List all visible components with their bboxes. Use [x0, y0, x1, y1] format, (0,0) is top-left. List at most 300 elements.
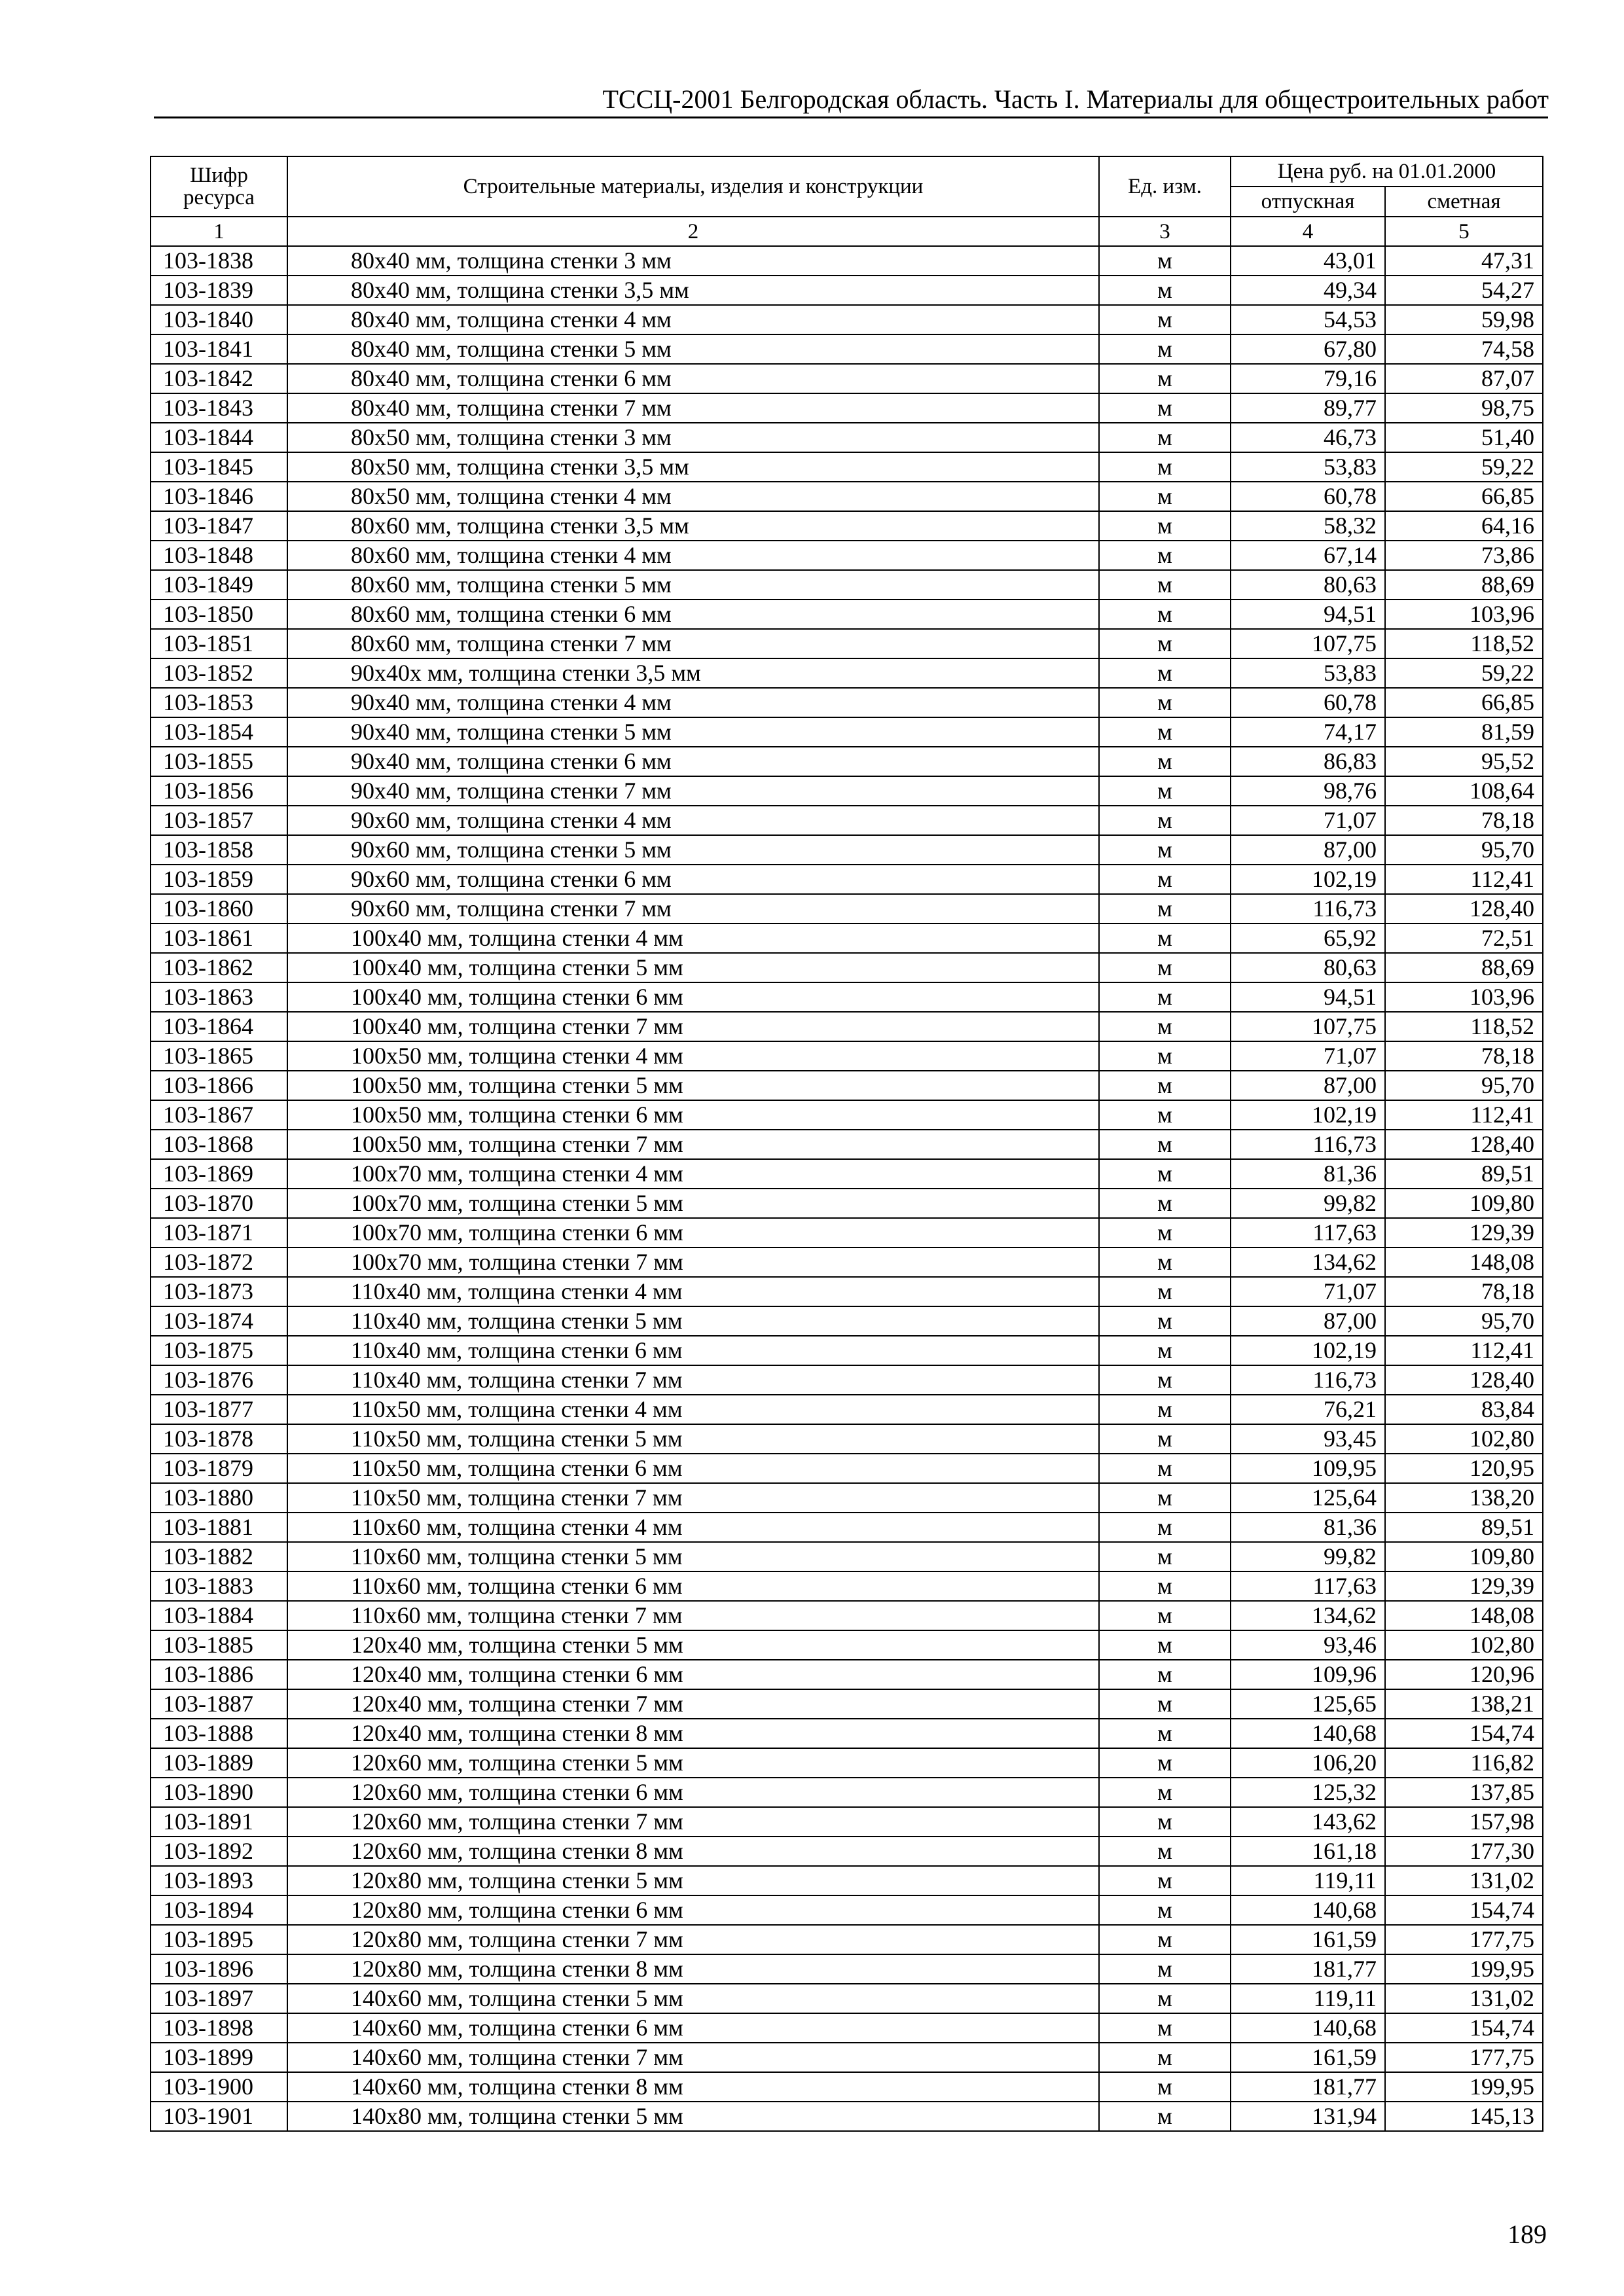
estimate-price-cell: 89,51	[1385, 1159, 1543, 1189]
release-price-cell: 125,65	[1231, 1689, 1385, 1719]
material-name-cell: 80х40 мм, толщина стенки 4 мм	[287, 305, 1099, 334]
unit-cell: м	[1099, 364, 1231, 393]
estimate-price-cell: 131,02	[1385, 1866, 1543, 1895]
material-name-cell: 120х40 мм, толщина стенки 5 мм	[287, 1630, 1099, 1660]
release-price-cell: 60,78	[1231, 688, 1385, 717]
release-price-cell: 49,34	[1231, 276, 1385, 305]
release-price-cell: 79,16	[1231, 364, 1385, 393]
material-name-cell: 100х40 мм, толщина стенки 5 мм	[287, 953, 1099, 982]
table-row	[151, 1012, 1543, 1041]
release-price-cell: 67,14	[1231, 541, 1385, 570]
material-name-cell: 90х60 мм, толщина стенки 6 мм	[287, 865, 1099, 894]
release-price-cell: 46,73	[1231, 423, 1385, 452]
resource-code-cell: 103-1882	[151, 1542, 287, 1571]
material-name-cell: 120х40 мм, толщина стенки 6 мм	[287, 1660, 1099, 1689]
table-row	[151, 1630, 1543, 1660]
release-price-cell: 134,62	[1231, 1601, 1385, 1630]
estimate-price-cell: 131,02	[1385, 1984, 1543, 2013]
table-row	[151, 334, 1543, 364]
material-name-cell: 120х60 мм, толщина стенки 7 мм	[287, 1807, 1099, 1837]
resource-code-cell: 103-1864	[151, 1012, 287, 1041]
release-price-cell: 161,18	[1231, 1837, 1385, 1866]
estimate-price-cell: 177,30	[1385, 1837, 1543, 1866]
material-name-cell: 100х40 мм, толщина стенки 6 мм	[287, 982, 1099, 1012]
estimate-price-cell: 51,40	[1385, 423, 1543, 452]
material-name-cell: 80х60 мм, толщина стенки 4 мм	[287, 541, 1099, 570]
material-name-cell: 110х50 мм, толщина стенки 4 мм	[287, 1395, 1099, 1424]
table-row	[151, 629, 1543, 658]
table-row	[151, 1660, 1543, 1689]
resource-code-cell: 103-1879	[151, 1454, 287, 1483]
table-row	[151, 1218, 1543, 1247]
unit-cell: м	[1099, 1689, 1231, 1719]
table-row	[151, 2043, 1543, 2072]
unit-cell: м	[1099, 1336, 1231, 1365]
table-row	[151, 541, 1543, 570]
material-name-cell: 80х60 мм, толщина стенки 6 мм	[287, 600, 1099, 629]
column-number: 4	[1231, 217, 1385, 246]
resource-code-cell: 103-1898	[151, 2013, 287, 2043]
estimate-price-cell: 109,80	[1385, 1542, 1543, 1571]
table-row	[151, 1395, 1543, 1424]
estimate-price-cell: 73,86	[1385, 541, 1543, 570]
estimate-price-cell: 95,70	[1385, 835, 1543, 865]
table-row	[151, 2102, 1543, 2131]
estimate-price-cell: 59,22	[1385, 452, 1543, 482]
estimate-price-cell: 154,74	[1385, 1719, 1543, 1748]
unit-cell: м	[1099, 1660, 1231, 1689]
material-name-cell: 110х60 мм, толщина стенки 4 мм	[287, 1513, 1099, 1542]
resource-code-cell: 103-1867	[151, 1100, 287, 1130]
material-name-cell: 90х40 мм, толщина стенки 6 мм	[287, 747, 1099, 776]
resource-code-cell: 103-1844	[151, 423, 287, 452]
estimate-price-cell: 95,70	[1385, 1071, 1543, 1100]
table-row	[151, 246, 1543, 276]
resource-code-cell: 103-1860	[151, 894, 287, 924]
unit-cell: м	[1099, 1984, 1231, 2013]
estimate-price-cell: 148,08	[1385, 1247, 1543, 1277]
unit-cell: м	[1099, 2102, 1231, 2131]
release-price-cell: 119,11	[1231, 1866, 1385, 1895]
estimate-price-cell: 78,18	[1385, 1277, 1543, 1306]
release-price-cell: 117,63	[1231, 1571, 1385, 1601]
resource-code-cell: 103-1854	[151, 717, 287, 747]
material-name-cell: 100х70 мм, толщина стенки 5 мм	[287, 1189, 1099, 1218]
release-price-cell: 80,63	[1231, 953, 1385, 982]
estimate-price-cell: 148,08	[1385, 1601, 1543, 1630]
column-number: 1	[151, 217, 287, 246]
unit-cell: м	[1099, 482, 1231, 511]
resource-code-cell: 103-1878	[151, 1424, 287, 1454]
table-row	[151, 1925, 1543, 1954]
material-name-cell: 100х50 мм, толщина стенки 7 мм	[287, 1130, 1099, 1159]
material-name-cell: 100х50 мм, толщина стенки 4 мм	[287, 1041, 1099, 1071]
release-price-cell: 107,75	[1231, 1012, 1385, 1041]
resource-code-cell: 103-1857	[151, 806, 287, 835]
release-price-cell: 54,53	[1231, 305, 1385, 334]
table-row	[151, 1454, 1543, 1483]
resource-code-cell: 103-1889	[151, 1748, 287, 1778]
table-row	[151, 1866, 1543, 1895]
unit-cell: м	[1099, 1218, 1231, 1247]
table-row	[151, 1748, 1543, 1778]
table-row	[151, 717, 1543, 747]
column-number: 3	[1099, 217, 1231, 246]
table-row	[151, 1895, 1543, 1925]
table-row	[151, 1542, 1543, 1571]
estimate-price-cell: 98,75	[1385, 393, 1543, 423]
estimate-price-cell: 108,64	[1385, 776, 1543, 806]
header-release-price: отпускная	[1231, 187, 1385, 217]
estimate-price-cell: 102,80	[1385, 1424, 1543, 1454]
release-price-cell: 181,77	[1231, 1954, 1385, 1984]
resource-code-cell: 103-1899	[151, 2043, 287, 2072]
release-price-cell: 106,20	[1231, 1748, 1385, 1778]
unit-cell: м	[1099, 276, 1231, 305]
table-body	[151, 246, 1543, 2131]
table-row	[151, 1071, 1543, 1100]
estimate-price-cell: 102,80	[1385, 1630, 1543, 1660]
resource-code-cell: 103-1862	[151, 953, 287, 982]
resource-code-cell: 103-1877	[151, 1395, 287, 1424]
estimate-price-cell: 72,51	[1385, 924, 1543, 953]
release-price-cell: 80,63	[1231, 570, 1385, 600]
header-name: Строительные материалы, изделия и конструкции	[287, 156, 1099, 217]
estimate-price-cell: 199,95	[1385, 1954, 1543, 1984]
table-row	[151, 1306, 1543, 1336]
column-number: 2	[287, 217, 1099, 246]
table-row	[151, 570, 1543, 600]
unit-cell: м	[1099, 1159, 1231, 1189]
resource-code-cell: 103-1891	[151, 1807, 287, 1837]
unit-cell: м	[1099, 541, 1231, 570]
unit-cell: м	[1099, 658, 1231, 688]
resource-code-cell: 103-1888	[151, 1719, 287, 1748]
estimate-price-cell: 88,69	[1385, 953, 1543, 982]
unit-cell: м	[1099, 305, 1231, 334]
table-row	[151, 924, 1543, 953]
unit-cell: м	[1099, 924, 1231, 953]
table-row	[151, 2072, 1543, 2102]
resource-code-cell: 103-1873	[151, 1277, 287, 1306]
unit-cell: м	[1099, 776, 1231, 806]
release-price-cell: 117,63	[1231, 1218, 1385, 1247]
header-estimate-price: сметная	[1385, 187, 1543, 217]
release-price-cell: 93,45	[1231, 1424, 1385, 1454]
material-name-cell: 80х50 мм, толщина стенки 3 мм	[287, 423, 1099, 452]
estimate-price-cell: 128,40	[1385, 1130, 1543, 1159]
estimate-price-cell: 78,18	[1385, 806, 1543, 835]
material-name-cell: 110х50 мм, толщина стенки 7 мм	[287, 1483, 1099, 1513]
material-name-cell: 80х40 мм, толщина стенки 3 мм	[287, 246, 1099, 276]
estimate-price-cell: 138,20	[1385, 1483, 1543, 1513]
material-name-cell: 100х70 мм, толщина стенки 6 мм	[287, 1218, 1099, 1247]
resource-code-cell: 103-1848	[151, 541, 287, 570]
material-name-cell: 120х80 мм, толщина стенки 5 мм	[287, 1866, 1099, 1895]
table-row	[151, 1984, 1543, 2013]
estimate-price-cell: 54,27	[1385, 276, 1543, 305]
table-row	[151, 393, 1543, 423]
material-name-cell: 90х40 мм, толщина стенки 5 мм	[287, 717, 1099, 747]
resource-code-cell: 103-1894	[151, 1895, 287, 1925]
material-name-cell: 80х60 мм, толщина стенки 7 мм	[287, 629, 1099, 658]
material-name-cell: 120х60 мм, толщина стенки 5 мм	[287, 1748, 1099, 1778]
resource-code-cell: 103-1842	[151, 364, 287, 393]
release-price-cell: 102,19	[1231, 865, 1385, 894]
unit-cell: м	[1099, 1837, 1231, 1866]
estimate-price-cell: 120,96	[1385, 1660, 1543, 1689]
resource-code-cell: 103-1887	[151, 1689, 287, 1719]
table-row	[151, 1513, 1543, 1542]
table-row	[151, 1336, 1543, 1365]
unit-cell: м	[1099, 570, 1231, 600]
price-table-container	[150, 156, 1542, 2132]
estimate-price-cell: 128,40	[1385, 894, 1543, 924]
resource-code-cell: 103-1897	[151, 1984, 287, 2013]
resource-code-cell: 103-1851	[151, 629, 287, 658]
material-name-cell: 100х70 мм, толщина стенки 4 мм	[287, 1159, 1099, 1189]
material-name-cell: 80х60 мм, толщина стенки 3,5 мм	[287, 511, 1099, 541]
material-name-cell: 120х40 мм, толщина стенки 8 мм	[287, 1719, 1099, 1748]
unit-cell: м	[1099, 423, 1231, 452]
release-price-cell: 116,73	[1231, 1365, 1385, 1395]
unit-cell: м	[1099, 835, 1231, 865]
table-row	[151, 1601, 1543, 1630]
table-row	[151, 1130, 1543, 1159]
release-price-cell: 131,94	[1231, 2102, 1385, 2131]
material-name-cell: 80х40 мм, толщина стенки 7 мм	[287, 393, 1099, 423]
resource-code-cell: 103-1885	[151, 1630, 287, 1660]
estimate-price-cell: 118,52	[1385, 1012, 1543, 1041]
unit-cell: м	[1099, 1365, 1231, 1395]
resource-code-cell: 103-1901	[151, 2102, 287, 2131]
unit-cell: м	[1099, 246, 1231, 276]
release-price-cell: 74,17	[1231, 717, 1385, 747]
release-price-cell: 109,96	[1231, 1660, 1385, 1689]
resource-code-cell: 103-1872	[151, 1247, 287, 1277]
material-name-cell: 90х40 мм, толщина стенки 7 мм	[287, 776, 1099, 806]
unit-cell: м	[1099, 1041, 1231, 1071]
release-price-cell: 140,68	[1231, 1895, 1385, 1925]
material-name-cell: 140х60 мм, толщина стенки 5 мм	[287, 1984, 1099, 2013]
resource-code-cell: 103-1866	[151, 1071, 287, 1100]
estimate-price-cell: 59,98	[1385, 305, 1543, 334]
resource-code-cell: 103-1839	[151, 276, 287, 305]
unit-cell: м	[1099, 1542, 1231, 1571]
material-name-cell: 100х50 мм, толщина стенки 5 мм	[287, 1071, 1099, 1100]
resource-code-cell: 103-1895	[151, 1925, 287, 1954]
unit-cell: м	[1099, 1571, 1231, 1601]
release-price-cell: 134,62	[1231, 1247, 1385, 1277]
table-row	[151, 511, 1543, 541]
release-price-cell: 161,59	[1231, 2043, 1385, 2072]
estimate-price-cell: 103,96	[1385, 982, 1543, 1012]
material-name-cell: 100х40 мм, толщина стенки 4 мм	[287, 924, 1099, 953]
estimate-price-cell: 109,80	[1385, 1189, 1543, 1218]
unit-cell: м	[1099, 806, 1231, 835]
release-price-cell: 94,51	[1231, 600, 1385, 629]
unit-cell: м	[1099, 2072, 1231, 2102]
release-price-cell: 143,62	[1231, 1807, 1385, 1837]
unit-cell: м	[1099, 1071, 1231, 1100]
material-name-cell: 140х60 мм, толщина стенки 7 мм	[287, 2043, 1099, 2072]
resource-code-cell: 103-1843	[151, 393, 287, 423]
estimate-price-cell: 137,85	[1385, 1778, 1543, 1807]
release-price-cell: 53,83	[1231, 452, 1385, 482]
table-row	[151, 1189, 1543, 1218]
unit-cell: м	[1099, 1866, 1231, 1895]
material-name-cell: 110х50 мм, толщина стенки 5 мм	[287, 1424, 1099, 1454]
estimate-price-cell: 199,95	[1385, 2072, 1543, 2102]
material-name-cell: 80х50 мм, толщина стенки 4 мм	[287, 482, 1099, 511]
header-unit: Ед. изм.	[1099, 156, 1231, 217]
unit-cell: м	[1099, 717, 1231, 747]
material-name-cell: 100х70 мм, толщина стенки 7 мм	[287, 1247, 1099, 1277]
unit-cell: м	[1099, 894, 1231, 924]
estimate-price-cell: 112,41	[1385, 1100, 1543, 1130]
table-row	[151, 688, 1543, 717]
unit-cell: м	[1099, 1424, 1231, 1454]
unit-cell: м	[1099, 393, 1231, 423]
table-row	[151, 1100, 1543, 1130]
release-price-cell: 76,21	[1231, 1395, 1385, 1424]
release-price-cell: 71,07	[1231, 1041, 1385, 1071]
table-row	[151, 982, 1543, 1012]
estimate-price-cell: 81,59	[1385, 717, 1543, 747]
unit-cell: м	[1099, 982, 1231, 1012]
resource-code-cell: 103-1855	[151, 747, 287, 776]
resource-code-cell: 103-1856	[151, 776, 287, 806]
price-table	[150, 156, 1543, 2132]
release-price-cell: 107,75	[1231, 629, 1385, 658]
header-code: Шифр ресурса	[151, 156, 287, 217]
release-price-cell: 102,19	[1231, 1336, 1385, 1365]
resource-code-cell: 103-1881	[151, 1513, 287, 1542]
release-price-cell: 94,51	[1231, 982, 1385, 1012]
material-name-cell: 110х60 мм, толщина стенки 5 мм	[287, 1542, 1099, 1571]
resource-code-cell: 103-1876	[151, 1365, 287, 1395]
column-number: 5	[1385, 217, 1543, 246]
unit-cell: м	[1099, 1189, 1231, 1218]
table-row	[151, 1807, 1543, 1837]
estimate-price-cell: 145,13	[1385, 2102, 1543, 2131]
release-price-cell: 86,83	[1231, 747, 1385, 776]
resource-code-cell: 103-1884	[151, 1601, 287, 1630]
table-row	[151, 865, 1543, 894]
resource-code-cell: 103-1892	[151, 1837, 287, 1866]
estimate-price-cell: 120,95	[1385, 1454, 1543, 1483]
estimate-price-cell: 59,22	[1385, 658, 1543, 688]
material-name-cell: 80х60 мм, толщина стенки 5 мм	[287, 570, 1099, 600]
unit-cell: м	[1099, 334, 1231, 364]
unit-cell: м	[1099, 1306, 1231, 1336]
release-price-cell: 60,78	[1231, 482, 1385, 511]
header-rule	[154, 117, 1548, 118]
release-price-cell: 161,59	[1231, 1925, 1385, 1954]
release-price-cell: 109,95	[1231, 1454, 1385, 1483]
estimate-price-cell: 83,84	[1385, 1395, 1543, 1424]
release-price-cell: 93,46	[1231, 1630, 1385, 1660]
header-price: Цена руб. на 01.01.2000	[1231, 156, 1543, 187]
release-price-cell: 89,77	[1231, 393, 1385, 423]
resource-code-cell: 103-1852	[151, 658, 287, 688]
unit-cell: м	[1099, 1100, 1231, 1130]
table-header	[151, 156, 1543, 246]
release-price-cell: 43,01	[1231, 246, 1385, 276]
unit-cell: м	[1099, 629, 1231, 658]
unit-cell: м	[1099, 865, 1231, 894]
table-row	[151, 747, 1543, 776]
release-price-cell: 81,36	[1231, 1159, 1385, 1189]
resource-code-cell: 103-1858	[151, 835, 287, 865]
estimate-price-cell: 88,69	[1385, 570, 1543, 600]
release-price-cell: 65,92	[1231, 924, 1385, 953]
release-price-cell: 125,64	[1231, 1483, 1385, 1513]
estimate-price-cell: 95,52	[1385, 747, 1543, 776]
release-price-cell: 125,32	[1231, 1778, 1385, 1807]
material-name-cell: 90х60 мм, толщина стенки 4 мм	[287, 806, 1099, 835]
release-price-cell: 87,00	[1231, 835, 1385, 865]
unit-cell: м	[1099, 1454, 1231, 1483]
unit-cell: м	[1099, 2043, 1231, 2072]
unit-cell: м	[1099, 600, 1231, 629]
table-row	[151, 806, 1543, 835]
estimate-price-cell: 138,21	[1385, 1689, 1543, 1719]
table-row	[151, 1954, 1543, 1984]
resource-code-cell: 103-1890	[151, 1778, 287, 1807]
release-price-cell: 116,73	[1231, 1130, 1385, 1159]
material-name-cell: 80х40 мм, толщина стенки 6 мм	[287, 364, 1099, 393]
table-row	[151, 1778, 1543, 1807]
material-name-cell: 100х50 мм, толщина стенки 6 мм	[287, 1100, 1099, 1130]
resource-code-cell: 103-1859	[151, 865, 287, 894]
table-row	[151, 1424, 1543, 1454]
estimate-price-cell: 78,18	[1385, 1041, 1543, 1071]
unit-cell: м	[1099, 1277, 1231, 1306]
estimate-price-cell: 95,70	[1385, 1306, 1543, 1336]
table-row	[151, 482, 1543, 511]
material-name-cell: 80х40 мм, толщина стенки 3,5 мм	[287, 276, 1099, 305]
table-row	[151, 452, 1543, 482]
material-name-cell: 110х40 мм, толщина стенки 4 мм	[287, 1277, 1099, 1306]
unit-cell: м	[1099, 1895, 1231, 1925]
unit-cell: м	[1099, 1247, 1231, 1277]
page-header-title: ТССЦ-2001 Белгородская область. Часть I. Материалы для общестроительных работ	[602, 84, 1549, 114]
material-name-cell: 120х60 мм, толщина стенки 6 мм	[287, 1778, 1099, 1807]
estimate-price-cell: 74,58	[1385, 334, 1543, 364]
release-price-cell: 71,07	[1231, 806, 1385, 835]
release-price-cell: 181,77	[1231, 2072, 1385, 2102]
estimate-price-cell: 129,39	[1385, 1218, 1543, 1247]
table-row	[151, 423, 1543, 452]
release-price-cell: 119,11	[1231, 1984, 1385, 2013]
resource-code-cell: 103-1871	[151, 1218, 287, 1247]
material-name-cell: 80х40 мм, толщина стенки 5 мм	[287, 334, 1099, 364]
material-name-cell: 120х40 мм, толщина стенки 7 мм	[287, 1689, 1099, 1719]
material-name-cell: 100х40 мм, толщина стенки 7 мм	[287, 1012, 1099, 1041]
estimate-price-cell: 154,74	[1385, 1895, 1543, 1925]
table-row	[151, 1247, 1543, 1277]
material-name-cell: 90х40х мм, толщина стенки 3,5 мм	[287, 658, 1099, 688]
unit-cell: м	[1099, 1748, 1231, 1778]
table-row	[151, 1365, 1543, 1395]
material-name-cell: 110х40 мм, толщина стенки 5 мм	[287, 1306, 1099, 1336]
table-row	[151, 1483, 1543, 1513]
material-name-cell: 120х80 мм, толщина стенки 7 мм	[287, 1925, 1099, 1954]
estimate-price-cell: 64,16	[1385, 511, 1543, 541]
resource-code-cell: 103-1875	[151, 1336, 287, 1365]
unit-cell: м	[1099, 1513, 1231, 1542]
